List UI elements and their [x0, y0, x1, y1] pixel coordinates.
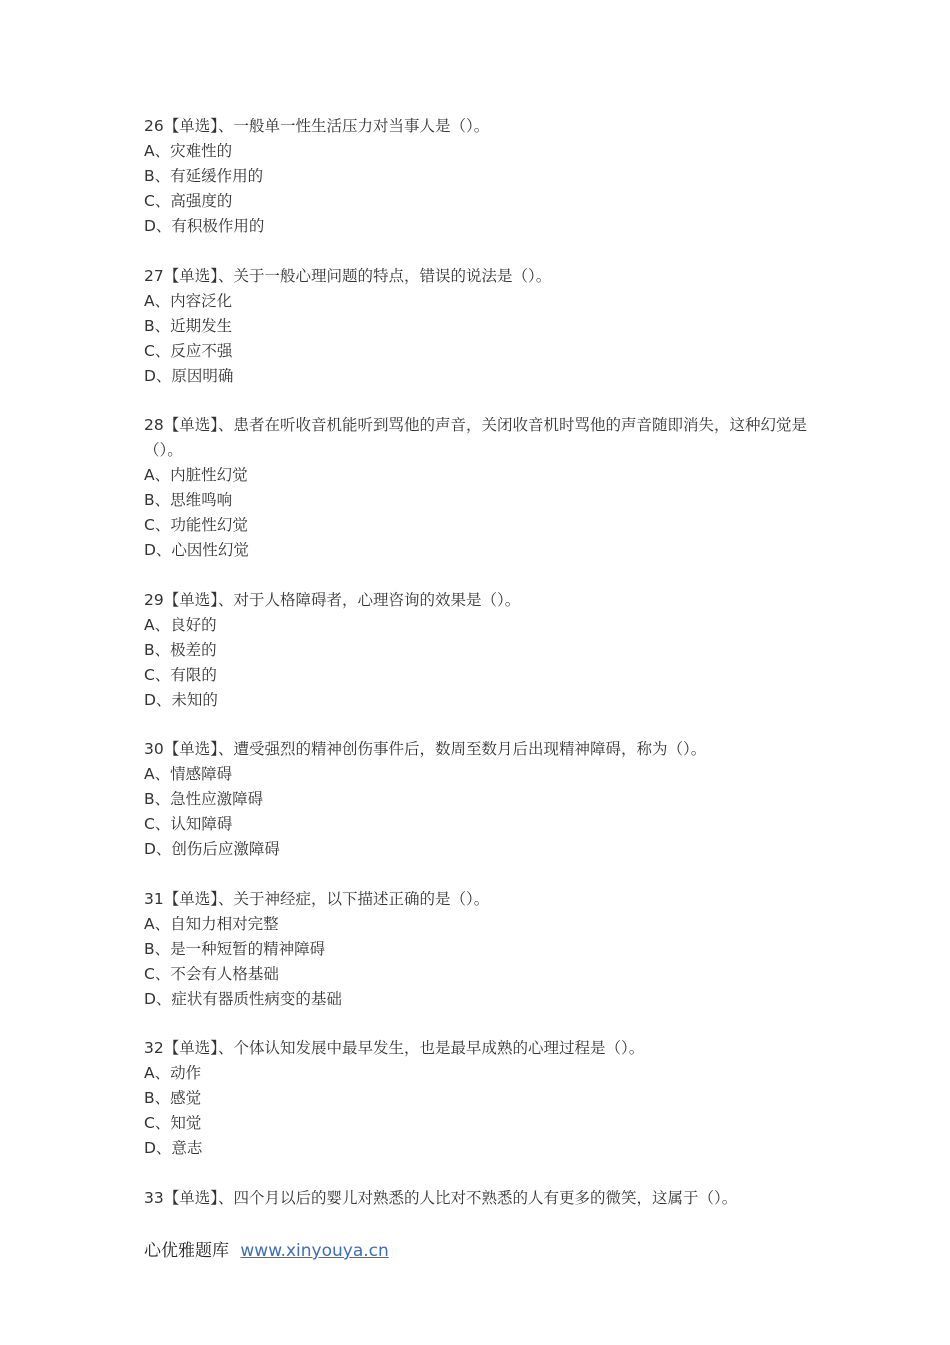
option-a: A、情感障碍	[144, 765, 233, 783]
option-a: A、良好的	[144, 615, 217, 634]
option-c: C、有限的	[144, 665, 217, 684]
option-c: C、不会有人格基础	[144, 964, 279, 983]
option-a: A、内容泛化	[144, 291, 233, 310]
option-a: A、动作	[144, 1064, 202, 1082]
question-30	[144, 737, 814, 862]
option-c: C、反应不强	[144, 341, 233, 360]
option-a: A、内脏性幻觉	[144, 466, 248, 484]
option-d: D、症状有器质性病变的基础	[144, 989, 342, 1008]
option-d: D、创伤后应激障碍	[144, 840, 280, 858]
footer	[144, 1238, 389, 1264]
question-29	[144, 588, 814, 713]
question-list	[144, 114, 814, 1235]
option-b: B、思维鸣响	[144, 491, 233, 509]
question-stem: 29【单选】、对于人格障碍者，心理咨询的效果是（）。	[144, 590, 521, 609]
option-c: C、认知障碍	[144, 815, 233, 833]
question-27	[144, 264, 814, 389]
option-c: C、功能性幻觉	[144, 516, 248, 534]
question-stem: 27【单选】、关于一般心理问题的特点，错误的说法是（）。	[144, 266, 552, 285]
option-d: D、心因性幻觉	[144, 541, 249, 559]
option-d: D、有积极作用的	[144, 217, 265, 235]
option-a: A、自知力相对完整	[144, 914, 279, 933]
option-b: B、极差的	[144, 640, 217, 659]
option-d: D、原因明确	[144, 366, 234, 385]
option-d: D、未知的	[144, 690, 218, 709]
option-b: B、是一种短暂的精神障碍	[144, 939, 326, 958]
question-33	[144, 1186, 814, 1211]
question-stem: 26【单选】、一般单一性生活压力对当事人是（）。	[144, 117, 490, 135]
question-stem: 33【单选】、四个月以后的婴儿对熟悉的人比对不熟悉的人有更多的微笑，这属于（）。	[144, 1188, 738, 1207]
question-26	[144, 114, 814, 239]
option-a: A、灾难性的	[144, 142, 233, 160]
option-d: D、意志	[144, 1139, 203, 1157]
option-b: B、感觉	[144, 1089, 202, 1107]
question-31	[144, 887, 814, 1012]
option-b: B、急性应激障碍	[144, 790, 264, 808]
option-b: B、有延缓作用的	[144, 167, 264, 185]
question-32	[144, 1036, 814, 1161]
footer-link[interactable]: www.xinyouya.cn	[240, 1241, 389, 1261]
option-c: C、知觉	[144, 1114, 202, 1132]
question-stem: 28【单选】、患者在听收音机能听到骂他的声音，关闭收音机时骂他的声音随即消失，这种幻觉是（）。	[144, 416, 807, 459]
question-stem: 30【单选】、遭受强烈的精神创伤事件后，数周至数月后出现精神障碍，称为（）。	[144, 740, 707, 758]
footer-brand: 心优雅题库	[144, 1241, 229, 1261]
option-b: B、近期发生	[144, 316, 233, 335]
question-28	[144, 413, 814, 563]
question-stem: 32【单选】、个体认知发展中最早发生，也是最早成熟的心理过程是（）。	[144, 1039, 645, 1057]
question-stem: 31【单选】、关于神经症，以下描述正确的是（）。	[144, 889, 490, 908]
option-c: C、高强度的	[144, 192, 233, 210]
